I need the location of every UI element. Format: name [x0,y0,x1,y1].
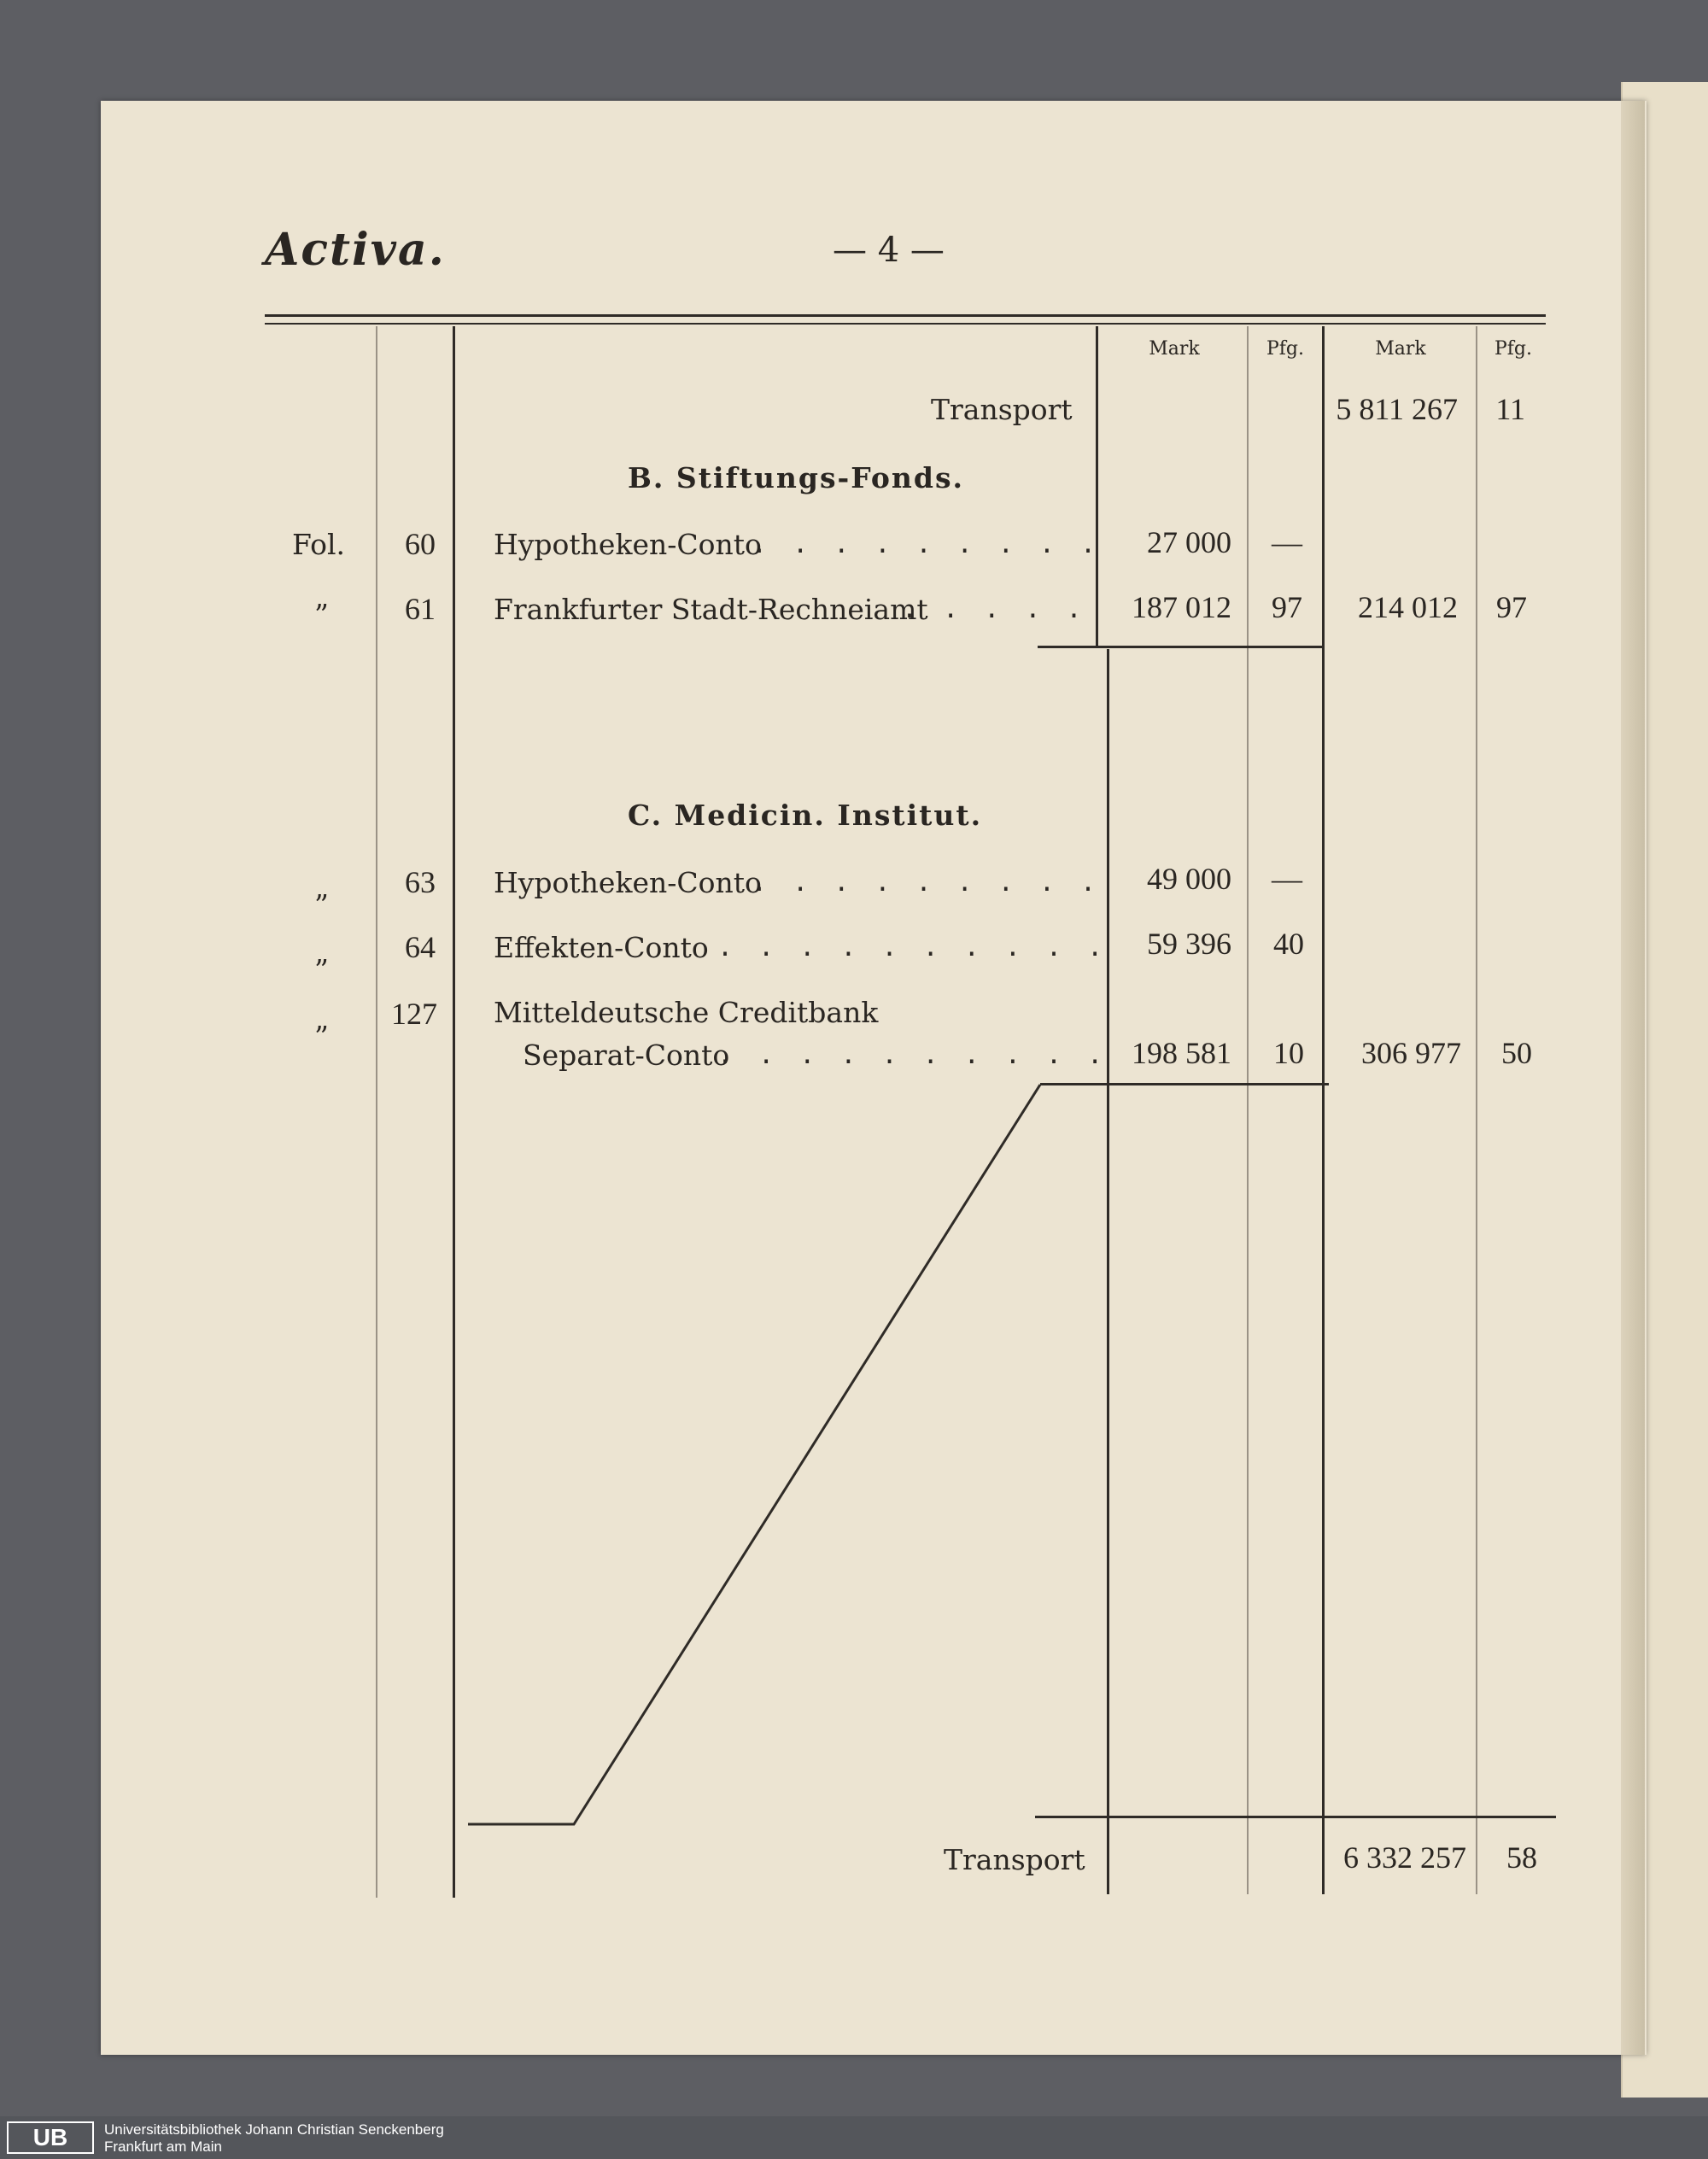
column-header-mark-2: Mark [1375,338,1426,360]
row-c1-mark1: 49 000 [1147,862,1231,896]
row-b1-mark1: 27 000 [1147,525,1231,559]
row-b2-folio: 61 [405,592,436,626]
row-c3-prefix: ” [314,1020,329,1053]
row-b2-pfg2: 97 [1496,590,1527,624]
row-c3-pfg2: 50 [1501,1036,1532,1070]
row-b1-dots: . . . . . . . . . [752,530,1102,559]
transport-bottom-mark: 6 332 257 [1343,1840,1466,1875]
row-c3-folio: 127 [391,997,437,1031]
row-c2-folio: 64 [405,930,436,964]
transport-top-pfg: 11 [1495,392,1525,426]
row-c3-label: Mitteldeutsche Creditbank [494,996,879,1029]
library-name-line-1: Universitätsbibliothek Johann Christian Senckenberg [104,2121,444,2138]
row-b1-label: Hypotheken-Conto [494,528,762,561]
library-footer [0,2116,1708,2159]
row-c2-label: Effekten-Conto [494,931,709,964]
library-name [104,2121,444,2156]
column-header-mark-1: Mark [1149,338,1200,360]
transport-bottom-label: Transport [944,1843,1085,1876]
library-name-line-2: Frankfurt am Main [104,2139,222,2155]
row-b1-pfg1: — [1272,525,1302,559]
page-number: — 4 — [833,231,945,270]
row-c3-dots: . . . . . . . . . . [717,1040,1108,1070]
column-header-pfg-2: Pfg. [1494,338,1533,360]
section-c-heading: C. Medicin. Institut. [628,799,983,832]
row-c1-pfg1: — [1272,862,1302,896]
row-b2-mark1: 187 012 [1132,590,1231,624]
row-c1-dots: . . . . . . . . . [752,868,1102,898]
row-b2-prefix: ” [314,598,329,631]
row-c1-folio: 63 [405,865,436,899]
section-b-heading: B. Stiftungs-Fonds. [628,461,965,494]
library-logo: UB [7,2121,94,2154]
transport-top-label: Transport [931,393,1073,426]
row-c3-label-line2: Separat-Conto [523,1039,730,1072]
row-c3-mark2: 306 977 [1361,1036,1461,1070]
column-header-pfg-1: Pfg. [1266,338,1305,360]
row-c2-prefix: ” [314,953,329,986]
row-c2-mark1: 59 396 [1147,927,1231,961]
row-c3-mark1: 198 581 [1132,1036,1231,1070]
transport-top-mark: 5 811 267 [1336,392,1458,426]
row-c3-pfg1: 10 [1273,1036,1304,1070]
row-c1-prefix: ” [314,888,329,922]
row-b1-folio: 60 [405,527,436,561]
row-c2-dots: . . . . . . . . . . [717,933,1108,962]
row-b2-pfg1: 97 [1272,590,1302,624]
row-c2-pfg1: 40 [1273,927,1304,961]
row-b2-mark2: 214 012 [1358,590,1458,624]
row-c1-label: Hypotheken-Conto [494,866,762,899]
row-b2-label: Frankfurter Stadt-Rechneiamt [494,593,928,626]
page-title: Activa. [265,224,446,276]
row-b2-dots: . . . . . [902,594,1087,624]
row-b1-prefix: Fol. [292,528,346,561]
transport-bottom-pfg: 58 [1506,1840,1537,1875]
bottom-total-rule [1035,1816,1556,1818]
